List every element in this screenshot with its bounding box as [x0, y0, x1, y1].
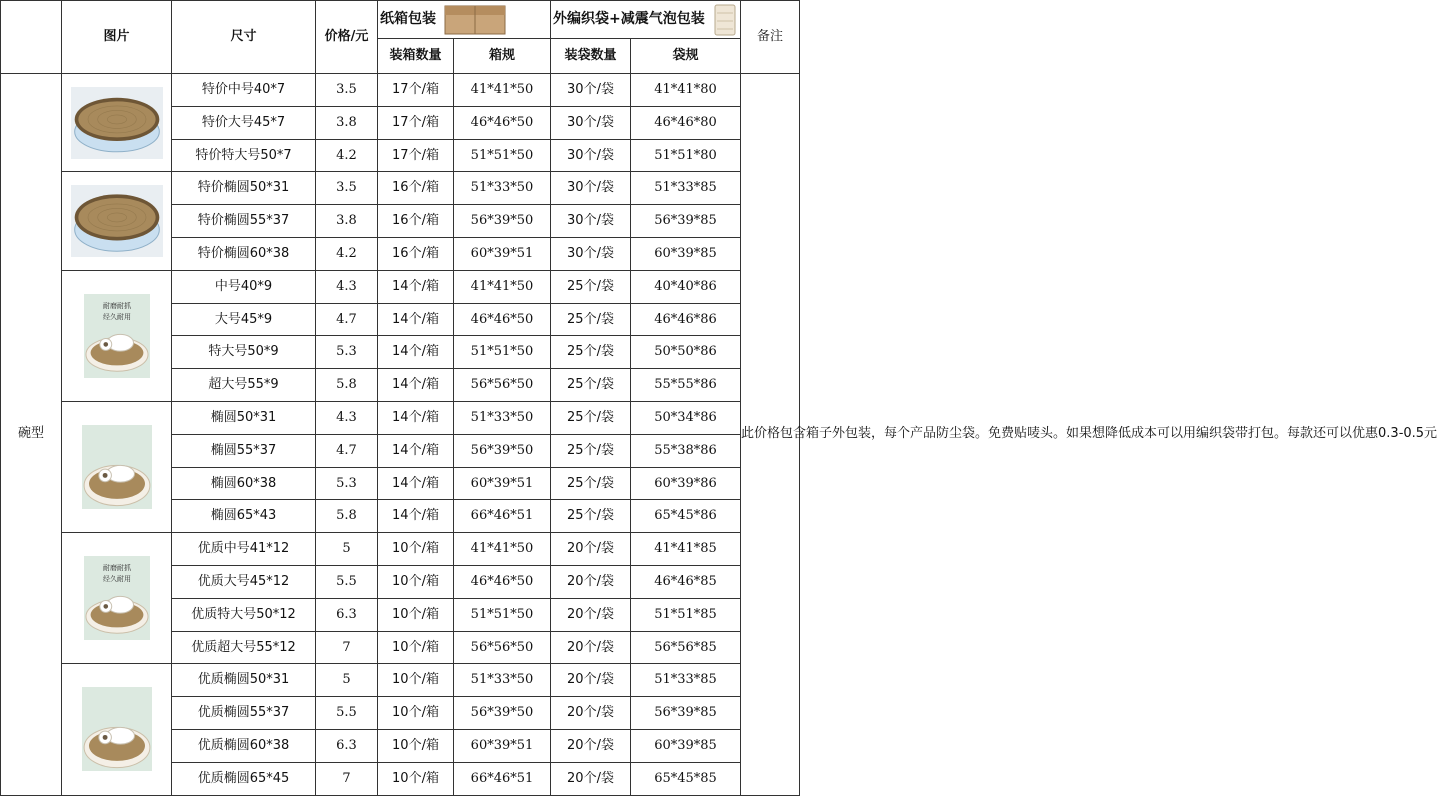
size-cell: 特价大号45*7 — [172, 106, 316, 139]
photo-caption: 经久耐用 — [102, 312, 131, 321]
carton-spec-cell: 51*51*50 — [454, 336, 551, 369]
price-cell: 4.3 — [316, 270, 378, 303]
bag-spec-cell: 55*55*86 — [631, 369, 741, 402]
price-cell: 4.3 — [316, 401, 378, 434]
size-cell: 特价椭圆50*31 — [172, 172, 316, 205]
price-table-body — [1, 1, 1437, 796]
product-image-cell — [62, 270, 172, 401]
bag-qty-cell: 25个/袋 — [551, 401, 631, 434]
carton-qty-cell: 14个/箱 — [378, 336, 454, 369]
bag-qty-cell: 20个/袋 — [551, 533, 631, 566]
size-cell: 优质椭圆60*38 — [172, 729, 316, 762]
price-cell: 6.3 — [316, 598, 378, 631]
price-cell: 3.5 — [316, 74, 378, 107]
bag-spec-cell: 51*33*85 — [631, 172, 741, 205]
price-cell: 3.8 — [316, 106, 378, 139]
price-cell: 5.3 — [316, 336, 378, 369]
size-cell: 优质大号45*12 — [172, 565, 316, 598]
header-remark: 备注 — [741, 1, 800, 74]
bag-qty-cell: 25个/袋 — [551, 270, 631, 303]
carton-spec-cell: 60*39*51 — [454, 729, 551, 762]
bag-qty-cell: 25个/袋 — [551, 336, 631, 369]
header-carton-pack — [378, 1, 551, 39]
remark-note: 此价格包含箱子外包装，每个产品防尘袋。免费贴唛头。如果想降低成本可以用编织袋带打包。每款还可以优惠0.3-0.5元 — [741, 74, 800, 796]
premium-round-bowl-cat-photo — [84, 556, 150, 640]
bag-qty-cell: 30个/袋 — [551, 205, 631, 238]
category-cell: 碗型 — [1, 74, 62, 796]
carton-spec-cell: 60*39*51 — [454, 467, 551, 500]
carton-qty-cell: 10个/箱 — [378, 598, 454, 631]
bag-spec-cell: 40*40*86 — [631, 270, 741, 303]
header-row-1 — [1, 1, 800, 39]
carton-qty-cell: 16个/箱 — [378, 172, 454, 205]
price-cell: 6.3 — [316, 729, 378, 762]
bag-qty-cell: 30个/袋 — [551, 139, 631, 172]
carton-spec-cell: 51*33*50 — [454, 401, 551, 434]
bag-spec-cell: 56*39*85 — [631, 205, 741, 238]
carton-spec-cell: 60*39*51 — [454, 237, 551, 270]
carton-qty-cell: 14个/箱 — [378, 303, 454, 336]
carton-spec-cell: 56*39*50 — [454, 697, 551, 730]
size-cell: 特价椭圆55*37 — [172, 205, 316, 238]
carton-qty-cell: 16个/箱 — [378, 205, 454, 238]
photo-caption: 耐磨耐抓 — [102, 564, 131, 573]
price-cell: 5.5 — [316, 565, 378, 598]
price-cell: 7 — [316, 762, 378, 795]
carton-spec-cell: 46*46*50 — [454, 106, 551, 139]
price-cell: 4.7 — [316, 434, 378, 467]
bag-spec-cell: 51*51*80 — [631, 139, 741, 172]
size-cell: 优质椭圆65*45 — [172, 762, 316, 795]
bag-spec-cell: 65*45*86 — [631, 500, 741, 533]
product-image-cell — [62, 664, 172, 795]
round-scratcher-photo — [71, 87, 163, 159]
price-cell: 4.2 — [316, 139, 378, 172]
carton-spec-cell: 46*46*50 — [454, 565, 551, 598]
header-price: 价格/元 — [316, 1, 378, 74]
size-cell: 优质椭圆50*31 — [172, 664, 316, 697]
price-cell: 5.5 — [316, 697, 378, 730]
carton-qty-cell: 17个/箱 — [378, 74, 454, 107]
bag-spec-cell: 51*51*85 — [631, 598, 741, 631]
photo-caption: 耐磨耐抓 — [102, 301, 131, 310]
size-cell: 椭圆60*38 — [172, 467, 316, 500]
carton-qty-cell: 14个/箱 — [378, 369, 454, 402]
carton-spec-cell: 56*56*50 — [454, 369, 551, 402]
table-row — [1, 172, 800, 205]
header-bag-qty: 装袋数量 — [551, 39, 631, 74]
photo-caption: 经久耐用 — [102, 575, 131, 584]
price-cell: 4.7 — [316, 303, 378, 336]
size-cell: 椭圆50*31 — [172, 401, 316, 434]
carton-spec-cell: 51*33*50 — [454, 664, 551, 697]
carton-spec-cell: 41*41*50 — [454, 533, 551, 566]
bag-spec-cell: 60*39*85 — [631, 729, 741, 762]
bag-spec-cell: 51*33*85 — [631, 664, 741, 697]
carton-spec-cell: 56*39*50 — [454, 205, 551, 238]
table-row — [1, 664, 800, 697]
product-image-cell — [62, 172, 172, 270]
carton-qty-cell: 10个/箱 — [378, 565, 454, 598]
bag-qty-cell: 25个/袋 — [551, 467, 631, 500]
header-size: 尺寸 — [172, 1, 316, 74]
carton-qty-cell: 14个/箱 — [378, 270, 454, 303]
bag-spec-cell: 50*34*86 — [631, 401, 741, 434]
bag-qty-cell: 25个/袋 — [551, 369, 631, 402]
carton-qty-cell: 10个/箱 — [378, 762, 454, 795]
bag-spec-cell: 60*39*85 — [631, 237, 741, 270]
carton-spec-cell: 41*41*50 — [454, 74, 551, 107]
table-row — [1, 533, 800, 566]
size-cell: 中号40*9 — [172, 270, 316, 303]
bag-qty-cell: 20个/袋 — [551, 664, 631, 697]
bag-qty-cell: 30个/袋 — [551, 172, 631, 205]
price-cell: 5.8 — [316, 500, 378, 533]
carton-spec-cell: 66*46*51 — [454, 762, 551, 795]
carton-qty-cell: 14个/箱 — [378, 434, 454, 467]
carton-spec-cell: 51*51*50 — [454, 139, 551, 172]
header-blank-cell — [1, 1, 62, 74]
bag-qty-cell: 30个/袋 — [551, 106, 631, 139]
carton-qty-cell: 16个/箱 — [378, 237, 454, 270]
bag-qty-cell: 20个/袋 — [551, 598, 631, 631]
carton-qty-cell: 10个/箱 — [378, 631, 454, 664]
carton-spec-cell: 56*39*50 — [454, 434, 551, 467]
table-row — [1, 401, 800, 434]
bag-qty-cell: 25个/袋 — [551, 500, 631, 533]
bag-qty-cell: 20个/袋 — [551, 565, 631, 598]
carton-spec-cell: 41*41*50 — [454, 270, 551, 303]
product-image-cell — [62, 533, 172, 664]
size-cell: 椭圆55*37 — [172, 434, 316, 467]
bag-qty-cell: 30个/袋 — [551, 237, 631, 270]
size-cell: 超大号55*9 — [172, 369, 316, 402]
size-cell: 特大号50*9 — [172, 336, 316, 369]
table-row — [1, 270, 800, 303]
size-cell: 优质超大号55*12 — [172, 631, 316, 664]
round-bowl-cat-photo — [84, 294, 150, 378]
carton-qty-cell: 14个/箱 — [378, 401, 454, 434]
bag-spec-cell: 41*41*80 — [631, 74, 741, 107]
header-carton-qty: 装箱数量 — [378, 39, 454, 74]
size-cell: 特价特大号50*7 — [172, 139, 316, 172]
size-cell: 特价椭圆60*38 — [172, 237, 316, 270]
bag-spec-cell: 55*38*86 — [631, 434, 741, 467]
bag-qty-cell: 30个/袋 — [551, 74, 631, 107]
bag-qty-cell: 20个/袋 — [551, 631, 631, 664]
bag-spec-cell: 56*56*85 — [631, 631, 741, 664]
carton-spec-cell: 51*51*50 — [454, 598, 551, 631]
size-cell: 大号45*9 — [172, 303, 316, 336]
carton-spec-cell: 66*46*51 — [454, 500, 551, 533]
bag-qty-cell: 20个/袋 — [551, 697, 631, 730]
carton-qty-cell: 10个/箱 — [378, 664, 454, 697]
carton-qty-cell: 10个/箱 — [378, 697, 454, 730]
carton-qty-cell: 14个/箱 — [378, 467, 454, 500]
carton-pack-label: 纸箱包装 — [380, 11, 436, 28]
header-carton-spec: 箱规 — [454, 39, 551, 74]
bag-spec-cell: 46*46*85 — [631, 565, 741, 598]
price-cell: 5 — [316, 533, 378, 566]
bag-spec-cell: 41*41*85 — [631, 533, 741, 566]
woven-bag-icon — [713, 3, 737, 37]
bag-qty-cell: 25个/袋 — [551, 303, 631, 336]
oval-bowl-cat-photo — [82, 425, 152, 509]
carton-spec-cell: 56*56*50 — [454, 631, 551, 664]
header-bag-spec: 袋规 — [631, 39, 741, 74]
bag-spec-cell: 60*39*86 — [631, 467, 741, 500]
price-cell: 5.3 — [316, 467, 378, 500]
carton-qty-cell: 10个/箱 — [378, 729, 454, 762]
bag-qty-cell: 20个/袋 — [551, 762, 631, 795]
carton-qty-cell: 17个/箱 — [378, 106, 454, 139]
bag-spec-cell: 65*45*85 — [631, 762, 741, 795]
bag-qty-cell: 25个/袋 — [551, 434, 631, 467]
carton-spec-cell: 51*33*50 — [454, 172, 551, 205]
size-cell: 椭圆65*43 — [172, 500, 316, 533]
size-cell: 优质特大号50*12 — [172, 598, 316, 631]
size-cell: 优质中号41*12 — [172, 533, 316, 566]
price-cell: 3.8 — [316, 205, 378, 238]
table-row — [1, 74, 800, 107]
carton-qty-cell: 10个/箱 — [378, 533, 454, 566]
product-image-cell — [62, 401, 172, 532]
header-bag-pack — [551, 1, 741, 39]
bag-spec-cell: 46*46*80 — [631, 106, 741, 139]
header-picture: 图片 — [62, 1, 172, 74]
price-cell: 5 — [316, 664, 378, 697]
bag-spec-cell: 56*39*85 — [631, 697, 741, 730]
bag-qty-cell: 20个/袋 — [551, 729, 631, 762]
bag-pack-label: 外编织袋+减震气泡包装 — [553, 11, 705, 28]
carton-qty-cell: 17个/箱 — [378, 139, 454, 172]
carton-qty-cell: 14个/箱 — [378, 500, 454, 533]
price-cell: 5.8 — [316, 369, 378, 402]
size-cell: 特价中号40*7 — [172, 74, 316, 107]
carton-box-icon — [444, 5, 506, 35]
product-image-cell — [62, 74, 172, 172]
bag-spec-cell: 50*50*86 — [631, 336, 741, 369]
carton-spec-cell: 46*46*50 — [454, 303, 551, 336]
oval-scratcher-photo — [71, 185, 163, 257]
premium-oval-bowl-cat-photo — [82, 687, 152, 771]
size-cell: 优质椭圆55*37 — [172, 697, 316, 730]
bag-spec-cell: 46*46*86 — [631, 303, 741, 336]
price-cell: 3.5 — [316, 172, 378, 205]
price-cell: 4.2 — [316, 237, 378, 270]
price-cell: 7 — [316, 631, 378, 664]
